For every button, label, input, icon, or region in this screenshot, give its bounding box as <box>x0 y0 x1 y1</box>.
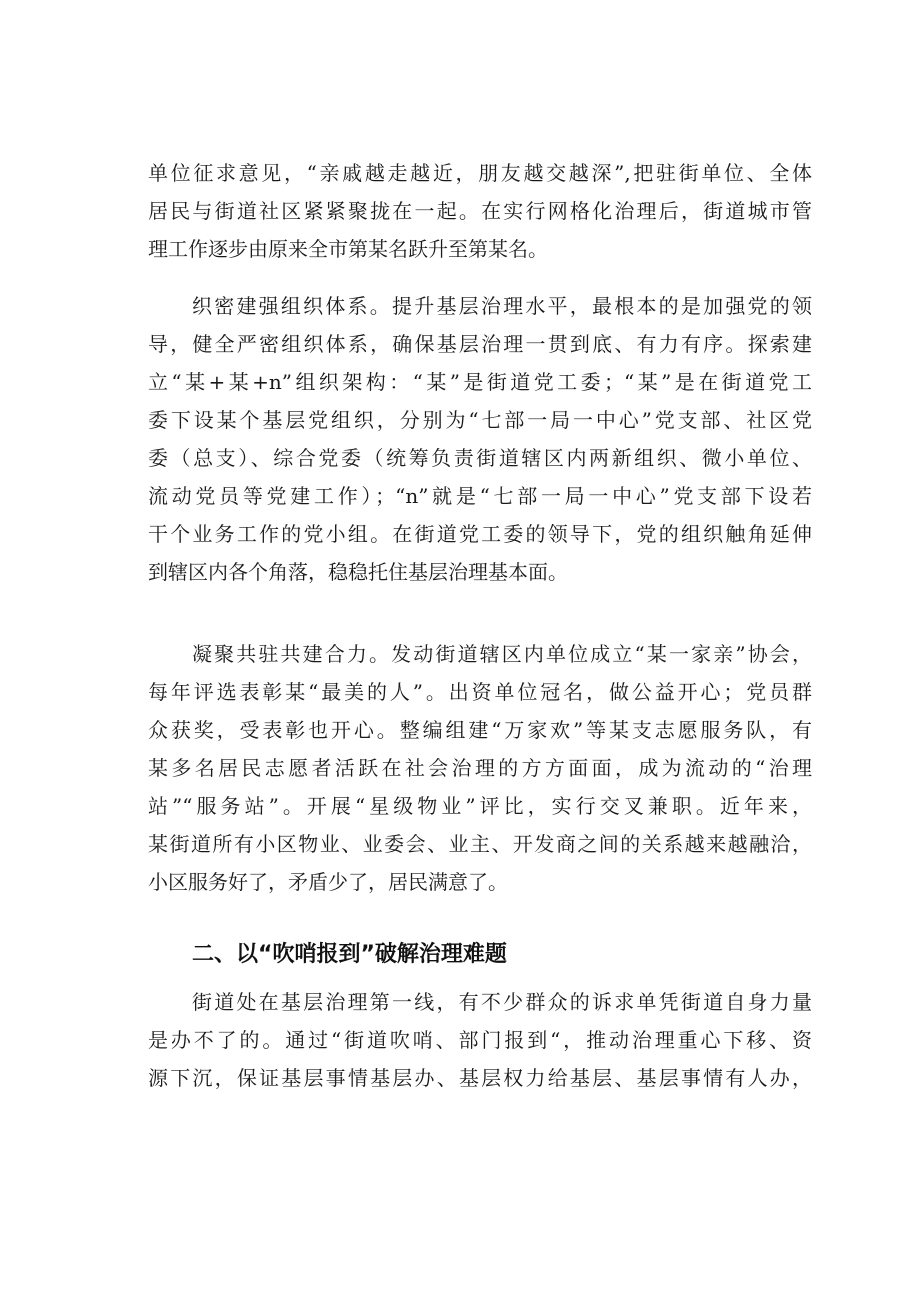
paragraph-line: 立“某+某+n”组织架构：“某”是街道党工委；“某”是在街道党工 <box>148 370 812 394</box>
paragraph-1 <box>148 154 812 268</box>
paragraph-line: 凝聚共驻共建合力。发动街道辖区内单位成立“某一家亲”协会， <box>192 642 812 666</box>
paragraph-line: 织密建强组织体系。提升基层治理水平，最根本的是加强党的领 <box>192 294 812 318</box>
paragraph-line: 到辖区内各个角落，稳稳托住基层治理基本面。 <box>148 560 568 584</box>
paragraph-line: 导，健全严密组织体系，确保基层治理一贯到底、有力有序。探索建 <box>148 332 812 356</box>
paragraph-line: 单位征求意见，“亲戚越走越近，朋友越交越深”,把驻街单位、全体 <box>148 161 812 185</box>
section-heading: 二、以“吹哨报到”破解治理难题 <box>192 942 507 967</box>
paragraph-line: 干个业务工作的党小组。在街道党工委的领导下，党的组织触角延伸 <box>148 522 812 546</box>
paragraph-line: 源下沉，保证基层事情基层办、基层权力给基层、基层事情有人办， <box>148 1066 812 1090</box>
paragraph-line: 居民与街道社区紧紧聚拢在一起。在实行网格化治理后，街道城市管 <box>148 199 812 223</box>
paragraph-line: 理工作逐步由原来全市第某名跃升至第某名。 <box>148 237 548 261</box>
paragraph-line: 某街道所有小区物业、业委会、业主、开发商之间的关系越来越融洽， <box>148 832 812 856</box>
paragraph-line: 委（总支）、综合党委（统筹负责街道辖区内两新组织、微小单位、 <box>148 446 812 470</box>
paragraph-line: 流动党员等党建工作）；“n”就是“七部一局一中心”党支部下设若 <box>148 484 812 508</box>
paragraph-line: 是办不了的。通过“街道吹哨、部门报到“，推动治理重心下移、资 <box>148 1028 812 1052</box>
paragraph-4 <box>148 983 812 1097</box>
paragraph-line: 每年评选表彰某“最美的人”。出资单位冠名，做公益开心；党员群 <box>148 680 812 704</box>
paragraph-2 <box>148 287 812 591</box>
paragraph-line: 站”“服务站”。开展“星级物业”评比，实行交叉兼职。近年来， <box>148 794 812 818</box>
paragraph-line: 委下设某个基层党组织，分别为“七部一局一中心”党支部、社区党 <box>148 408 812 432</box>
paragraph-3 <box>148 635 812 901</box>
paragraph-line: 街道处在基层治理第一线，有不少群众的诉求单凭街道自身力量 <box>192 990 812 1014</box>
paragraph-line: 小区服务好了，矛盾少了，居民满意了。 <box>148 870 508 894</box>
paragraph-line: 某多名居民志愿者活跃在社会治理的方方面面，成为流动的“治理 <box>148 756 812 780</box>
paragraph-line: 众获奖，受表彰也开心。整编组建“万家欢”等某支志愿服务队，有 <box>148 718 812 742</box>
